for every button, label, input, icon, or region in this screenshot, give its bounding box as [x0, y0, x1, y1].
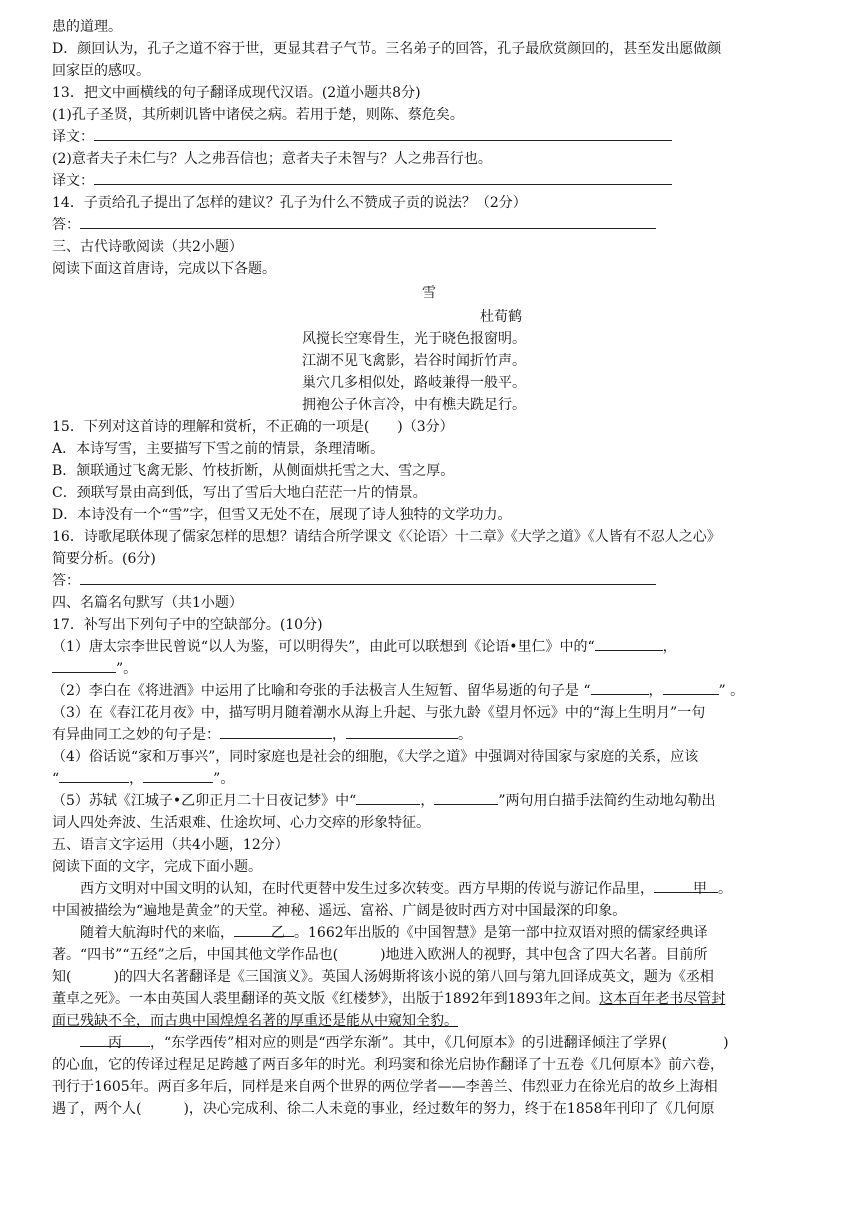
poem-line-2: 江湖不见飞禽影，岩谷时闻折竹声。: [302, 353, 526, 369]
fill-blank[interactable]: [143, 768, 213, 783]
answer-line-14: [52, 214, 812, 236]
answer-label: 译文：: [52, 129, 94, 145]
answer-blank[interactable]: [80, 214, 656, 229]
answer-blank[interactable]: [94, 126, 672, 141]
question-16-cont: 简要分析。(6分): [52, 551, 156, 567]
question-17-1-cont: [52, 658, 812, 680]
option-a: A．本诗写雪，主要描写下雪之前的情景，条理清晰。: [52, 441, 385, 457]
answer-line-13-2: [52, 170, 812, 192]
passage-text: 。1662年出版的《中国智慧》是第一部中拉双语对照的儒家经典译: [294, 925, 708, 941]
passage-text: 董卓之死》。一本由英国人裘里翻译的英文版《红楼梦》，出版于1892年到1893年之间。: [52, 991, 600, 1007]
fill-blank[interactable]: [52, 658, 116, 673]
answer-line-16: [52, 570, 812, 592]
blank-label: 丙: [108, 1035, 122, 1051]
text-line: 回家臣的感叹。: [52, 63, 150, 79]
comma: ，: [662, 639, 677, 655]
question-16: 16．诗歌尾联体现了儒家怎样的思想？请结合所学课文《〈论语〉十二章》《大学之道》《人皆有不忍人之心》: [52, 529, 721, 545]
question-17-5-cont: 词人四处奔波、生活艰难、仕途坎坷、心力交瘁的形象特征。: [52, 815, 430, 831]
passage-line: 中国被描绘为“遍地是黄金”的天堂。神秘、遥远、富裕、广阔是彼时西方对中国最深的印象。: [52, 903, 627, 919]
answer-label: 答：: [52, 573, 80, 589]
question-14: 14．子贡给孔子提出了怎样的建议？孔子为什么不赞成子贡的说法？（2分）: [52, 195, 527, 211]
poem-title: 雪: [422, 285, 436, 301]
text-line: 患的道理。: [52, 19, 122, 35]
question-text: （5）苏轼《江城子•乙卯正月二十日夜记梦》中“: [52, 793, 357, 809]
blank-yi[interactable]: [234, 922, 294, 941]
question-17-1: [52, 636, 812, 658]
poem-line-3: 巢穴几多相似处，路岐兼得一般平。: [302, 375, 526, 391]
question-13-1: (1)孔子圣贤，其所刺讥皆中诸侯之病。若用于楚，则陈、蔡危矣。: [52, 107, 464, 123]
opening-quote: “: [52, 771, 60, 787]
answer-label: 译文：: [52, 173, 94, 189]
question-17-4-cont: [52, 768, 812, 790]
poem-line-4: 拥袍公子休言冷，中有樵夫跣足行。: [302, 397, 526, 413]
passage-p2: [52, 922, 812, 944]
underlined-sentence: 这本百年老书尽管封: [599, 991, 726, 1007]
section-5-heading: 五、语言文字运用（共4小题，12分）: [52, 837, 289, 853]
option-d: D．本诗没有一个“雪”字，但雪又无处不在，展现了诗人独特的文学功力。: [52, 507, 512, 523]
underlined-sentence: 面已残缺不全，而古典中国煌煌名著的厚重还是能从中窥知全豹。: [52, 1013, 458, 1029]
answer-blank[interactable]: [80, 570, 656, 585]
closing-quote: ”。: [116, 661, 138, 677]
question-13-2: (2)意者夫子未仁与？人之弗吾信也；意者夫子未智与？人之弗吾行也。: [52, 151, 492, 167]
question-text: 有异曲同工之妙的句子是：: [52, 727, 220, 743]
blank-label: 甲: [693, 881, 707, 897]
question-17-2: [52, 680, 812, 702]
comma: ，: [420, 793, 435, 809]
comma: ，: [129, 771, 144, 787]
section-3-heading: 三、古代诗歌阅读（共2小题）: [52, 239, 243, 255]
answer-label: 答：: [52, 217, 80, 233]
section-3-intro: 阅读下面这首唐诗，完成以下各题。: [52, 261, 276, 277]
question-13: 13．把文中画横线的句子翻译成现代汉语。(2道小题共8分): [52, 85, 421, 101]
fill-blank[interactable]: [663, 680, 719, 695]
option-b: B．颔联通过飞禽无影、竹枝折断，从侧面烘托雪之大、雪之厚。: [52, 463, 455, 479]
blank-jia[interactable]: [654, 878, 718, 897]
period: 。: [458, 727, 472, 743]
fill-blank[interactable]: [434, 790, 498, 805]
question-17: 17．补写出下列句子中的空缺部分。(10分): [52, 617, 323, 633]
passage-line: 的心血，它的传译过程足足跨越了两百多年的时光。利玛窦和徐光启协作翻译了十五卷《几何原本》前六卷，: [52, 1057, 724, 1073]
question-15: 15．下列对这首诗的理解和赏析，不正确的一项是( )（3分）: [52, 419, 454, 435]
question-17-4: （4）俗话说“家和万事兴”，同时家庭也是社会的细胞，《大学之道》中强调对待国家与家庭的关系，应该: [52, 749, 699, 765]
option-d-q12: D．颜回认为，孔子之道不容于世，更显其君子气节。三名弟子的回答，孔子最欣赏颜回的，甚至发出愿做颜: [52, 41, 722, 57]
section-4-heading: 四、名篇名句默写（共1小题）: [52, 595, 243, 611]
question-17-3-cont: [52, 724, 812, 746]
question-text: ”两句用白描手法简约生动地勾勒出: [498, 793, 716, 809]
fill-blank[interactable]: [356, 790, 420, 805]
section-5-intro: 阅读下面的文字，完成下面小题。: [52, 859, 262, 875]
poem-author: 杜荀鹤: [480, 309, 522, 325]
fill-blank[interactable]: [595, 636, 663, 651]
option-c: C．颈联写景由高到低，写出了雪后大地白茫茫一片的情景。: [52, 485, 427, 501]
passage-line: [52, 988, 812, 1010]
question-17-5: [52, 790, 812, 812]
comma: ，: [648, 683, 663, 699]
fill-blank[interactable]: [59, 768, 129, 783]
question-17-3: （3）在《春江花月夜》中，描写明月随着潮水从海上升起、与张九龄《望月怀远》中的“海上生明月”一句: [52, 705, 706, 721]
period: 。: [718, 881, 732, 897]
passage-p1: [52, 878, 812, 900]
blank-label: 乙: [271, 925, 285, 941]
passage-line: 刊行于1605年。两百多年后，同样是来自两个世界的两位学者——李善兰、伟烈亚力在徐光启的故乡上海相: [52, 1079, 718, 1095]
passage-text: 西方文明对中国文明的认知，在时代更替中发生过多次转变。西方早期的传说与游记作品里，: [80, 881, 654, 897]
fill-blank[interactable]: [220, 724, 332, 739]
passage-line: 遇了，两个人( )，决心完成利、徐二人未竟的事业，经过数年的努力，终于在1858年刊印了《几何原: [52, 1101, 715, 1117]
passage-line: 著。“四书”“五经”之后，中国其他文学作品也( )地进入欧洲人的视野，其中包含了四大名著。目前所: [52, 947, 708, 963]
fill-blank[interactable]: [591, 680, 649, 695]
fill-blank[interactable]: [346, 724, 458, 739]
comma: ，: [332, 727, 346, 743]
passage-line: 知( )的四大名著翻译是《三国演义》。英国人汤姆斯将该小说的第八回与第九回译成英文，题为《丞相: [52, 969, 714, 985]
passage-text: ，“东学西传”相对应的则是“西学东渐”。其中，《几何原本》的引进翻译倾注了学界( ): [150, 1035, 729, 1051]
closing-quote: ” 。: [718, 683, 745, 699]
answer-blank[interactable]: [94, 170, 672, 185]
passage-line: [52, 1010, 812, 1032]
answer-line-13-1: [52, 126, 812, 148]
question-text: （1）唐太宗李世民曾说“以人为鉴，可以明得失”，由此可以联想到《论语•里仁》中的“: [52, 639, 595, 655]
poem-line-1: 风搅长空寒骨生，光于晓色报窗明。: [302, 331, 526, 347]
blank-bing[interactable]: [80, 1032, 150, 1051]
passage-text: 随着大航海时代的来临，: [80, 925, 234, 941]
question-text: （2）李白在《将进酒》中运用了比喻和夸张的手法极言人生短暂、留华易逝的句子是 “: [52, 683, 591, 699]
closing-quote: ”。: [213, 771, 235, 787]
document-page: [52, 16, 812, 1120]
passage-p3: [52, 1032, 812, 1054]
